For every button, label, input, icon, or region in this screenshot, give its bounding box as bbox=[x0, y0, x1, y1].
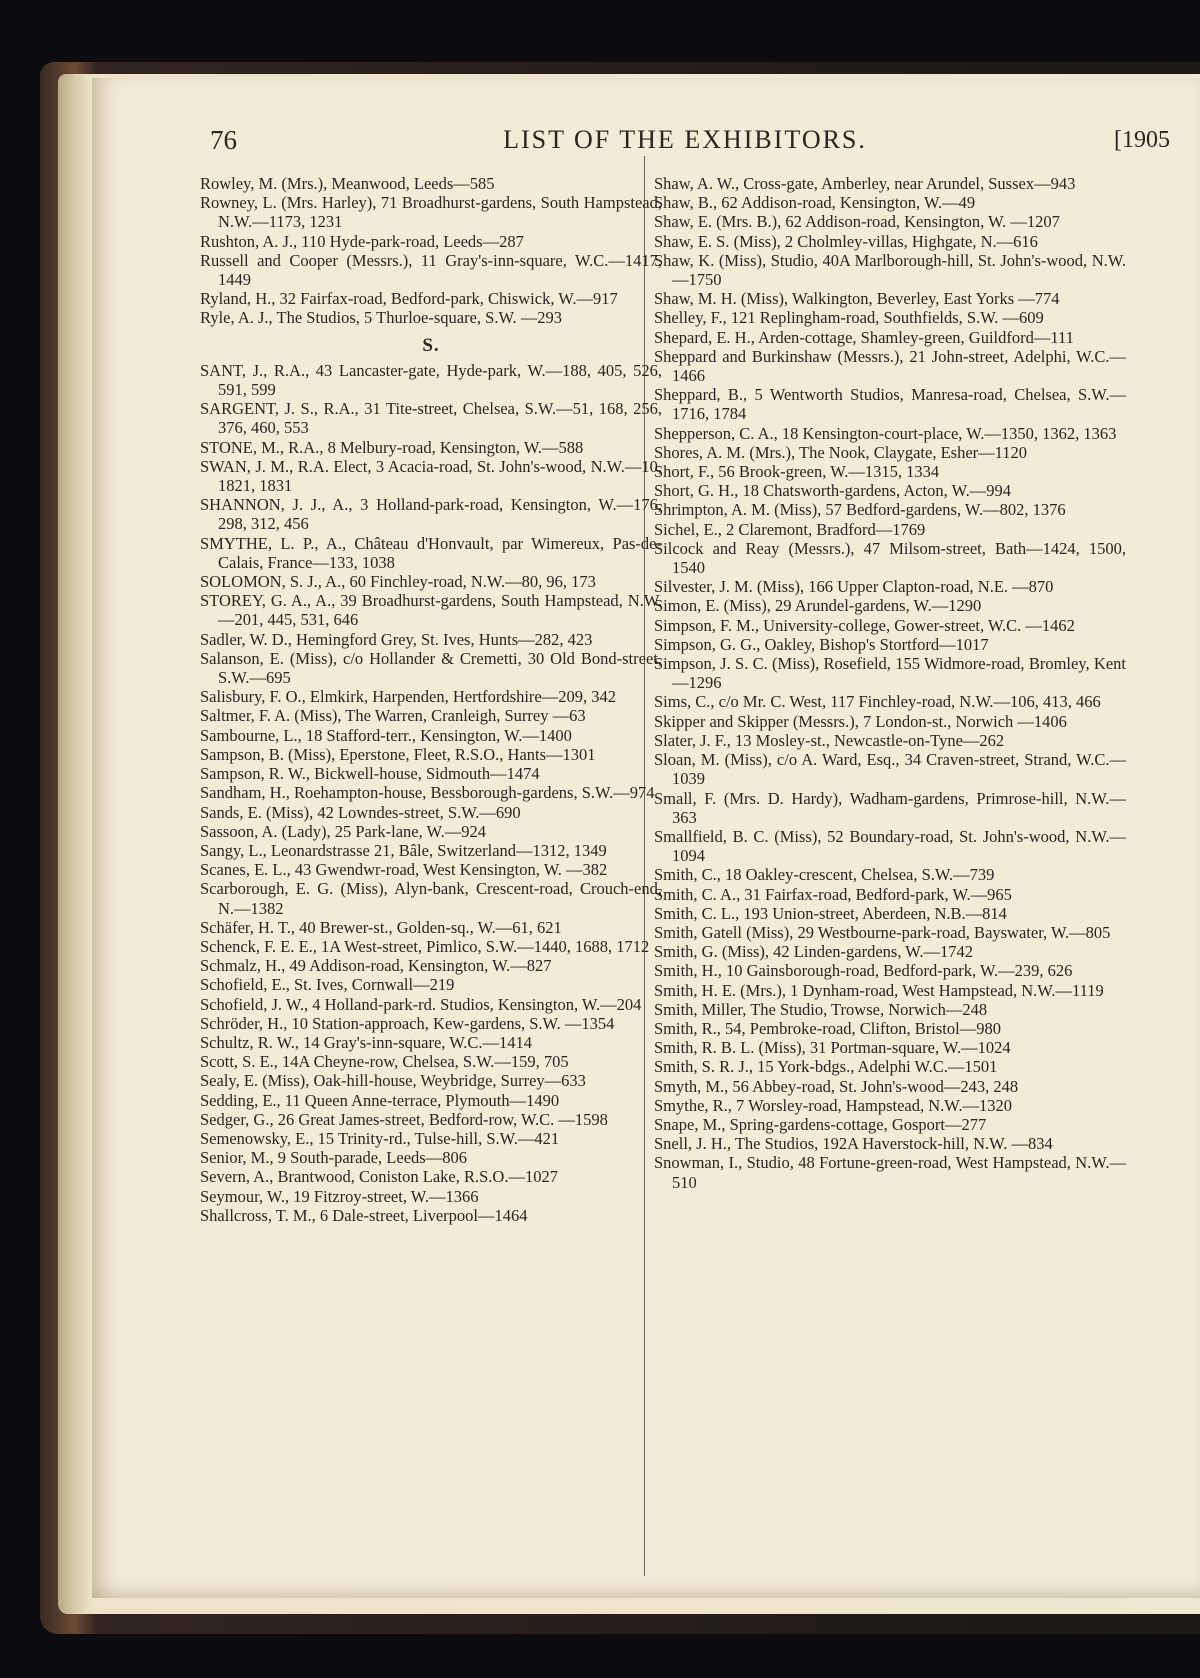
book-page bbox=[92, 78, 1200, 1598]
left-column bbox=[200, 174, 662, 1225]
exhibitor-entry: Schröder, H., 10 Station-approach, Kew-gardens, S.W. —1354 bbox=[200, 1013, 615, 1033]
exhibitor-entry: Smith, Gatell (Miss), 29 Westbourne-park-road, Bayswater, W.—805 bbox=[654, 922, 1111, 942]
exhibitor-entry: Scott, S. E., 14A Cheyne-row, Chelsea, S.W.—159, 705 bbox=[200, 1052, 569, 1072]
exhibitor-entry: Snowman, I., Studio, 48 Fortune-green-road, West Hampstead, N.W.—510 bbox=[654, 1153, 1126, 1192]
page-number: 76 bbox=[210, 124, 237, 155]
exhibitor-entry: Smythe, R., 7 Worsley-road, Hampstead, N.W.—1320 bbox=[654, 1095, 1012, 1115]
exhibitor-entry: Shores, A. M. (Mrs.), The Nook, Claygate, Esher—1120 bbox=[654, 442, 1028, 462]
exhibitor-entry: Salanson, E. (Miss), c/o Hollander & Cremetti, 30 Old Bond-street, S.W.—695 bbox=[200, 648, 662, 688]
exhibitor-entry: Smallfield, B. C. (Miss), 52 Boundary-road, St. John's-wood, N.W.—1094 bbox=[654, 826, 1126, 866]
exhibitor-entry: SOLOMON, S. J., A., 60 Finchley-road, N.W.—80, 96, 173 bbox=[200, 572, 596, 592]
exhibitor-entry: Short, F., 56 Brook-green, W.—1315, 1334 bbox=[654, 462, 940, 482]
running-title: LIST OF THE EXHIBITORS. bbox=[503, 125, 867, 154]
exhibitor-entry: Scanes, E. L., 43 Gwendwr-road, West Kensington, W. —382 bbox=[200, 860, 608, 880]
exhibitor-entry: SANT, J., R.A., 43 Lancaster-gate, Hyde-park, W.—188, 405, 526, 591, 599 bbox=[200, 360, 662, 400]
exhibitor-entry: Schofield, J. W., 4 Holland-park-rd. Studios, Kensington, W.—204 bbox=[200, 994, 642, 1014]
exhibitor-entry: Schofield, E., St. Ives, Cornwall—219 bbox=[200, 975, 455, 995]
exhibitor-entry: Sands, E. (Miss), 42 Lowndes-street, S.W.—690 bbox=[200, 802, 521, 822]
left-top-entries bbox=[200, 174, 662, 328]
exhibitor-entry: Shaw, K. (Miss), Studio, 40A Marlborough-hill, St. John's-wood, N.W.—1750 bbox=[654, 250, 1126, 290]
exhibitor-entry: Sangy, L., Leonardstrasse 21, Bâle, Switzerland—1312, 1349 bbox=[200, 840, 607, 860]
exhibitor-entry: Simpson, F. M., University-college, Gower-street, W.C. —1462 bbox=[654, 615, 1075, 635]
exhibitor-entry: Skipper and Skipper (Messrs.), 7 London-st., Norwich —1406 bbox=[654, 711, 1067, 731]
exhibitor-entry: Sambourne, L., 18 Stafford-terr., Kensington, W.—1400 bbox=[200, 725, 572, 745]
exhibitor-entry: Sloan, M. (Miss), c/o A. Ward, Esq., 34 Craven-street, Strand, W.C.—1039 bbox=[654, 750, 1126, 789]
exhibitor-entry: Russell and Cooper (Messrs.), 11 Gray's-inn-square, W.C.—1417, 1449 bbox=[200, 250, 662, 290]
exhibitor-entry: SWAN, J. M., R.A. Elect, 3 Acacia-road, St. John's-wood, N.W.—10, 1821, 1831 bbox=[200, 456, 662, 496]
exhibitor-entry: SARGENT, J. S., R.A., 31 Tite-street, Chelsea, S.W.—51, 168, 256, 376, 460, 553 bbox=[200, 399, 662, 438]
exhibitor-entry: Schultz, R. W., 14 Gray's-inn-square, W.C.—1414 bbox=[200, 1032, 533, 1052]
left-bottom-entries bbox=[200, 361, 662, 1225]
exhibitor-entry: Ryle, A. J., The Studios, 5 Thurloe-square, S.W. —293 bbox=[200, 308, 563, 328]
exhibitor-entry: Shallcross, T. M., 6 Dale-street, Liverpool—1464 bbox=[200, 1205, 528, 1225]
exhibitor-entry: Sadler, W. D., Hemingford Grey, St. Ives, Hunts—282, 423 bbox=[200, 629, 593, 649]
exhibitor-entry: Shepard, E. H., Arden-cottage, Shamley-green, Guildford—111 bbox=[654, 327, 1074, 347]
right-column bbox=[654, 174, 1126, 1192]
exhibitor-entry: Schmalz, H., 49 Addison-road, Kensington, W.—827 bbox=[200, 956, 552, 976]
exhibitor-entry: Sichel, E., 2 Claremont, Bradford—1769 bbox=[654, 519, 926, 539]
exhibitor-entry: Sampson, R. W., Bickwell-house, Sidmouth—1474 bbox=[200, 764, 540, 784]
exhibitor-entry: Snape, M., Spring-gardens-cottage, Gosport—277 bbox=[654, 1114, 987, 1134]
exhibitor-entry: Shaw, A. W., Cross-gate, Amberley, near Arundel, Sussex—943 bbox=[654, 174, 1076, 193]
exhibitor-entry: STOREY, G. A., A., 39 Broadhurst-gardens, South Hampstead, N.W.—201, 445, 531, 646 bbox=[200, 591, 662, 630]
exhibitor-entry: Shelley, F., 121 Replingham-road, Southfields, S.W. —609 bbox=[654, 308, 1044, 328]
exhibitor-entry: Senior, M., 9 South-parade, Leeds—806 bbox=[200, 1148, 467, 1168]
exhibitor-entry: Saltmer, F. A. (Miss), The Warren, Cranleigh, Surrey —63 bbox=[200, 706, 586, 726]
exhibitor-entry: Snell, J. H., The Studios, 192A Haverstock-hill, N.W. —834 bbox=[654, 1134, 1053, 1154]
exhibitor-entry: Seymour, W., 19 Fitzroy-street, W.—1366 bbox=[200, 1186, 479, 1206]
exhibitor-entry: Short, G. H., 18 Chatsworth-gardens, Acton, W.—994 bbox=[654, 481, 1012, 501]
exhibitor-entry: Shrimpton, A. M. (Miss), 57 Bedford-gardens, W.—802, 1376 bbox=[654, 500, 1066, 520]
exhibitor-entry: Smith, C. L., 193 Union-street, Aberdeen, N.B.—814 bbox=[654, 903, 1007, 923]
exhibitor-entry: Sandham, H., Roehampton-house, Bessborough-gardens, S.W.—974 bbox=[200, 783, 655, 803]
exhibitor-entry: Sims, C., c/o Mr. C. West, 117 Finchley-road, N.W.—106, 413, 466 bbox=[654, 692, 1101, 712]
exhibitor-entry: Shaw, E. (Mrs. B.), 62 Addison-road, Kensington, W. —1207 bbox=[654, 212, 1060, 232]
exhibitor-entry: Sampson, B. (Miss), Eperstone, Fleet, R.S.O., Hants—1301 bbox=[200, 744, 596, 764]
exhibitor-entry: STONE, M., R.A., 8 Melbury-road, Kensington, W.—588 bbox=[200, 437, 584, 457]
exhibitor-entry: Shaw, M. H. (Miss), Walkington, Beverley, East Yorks —774 bbox=[654, 289, 1060, 309]
year-label: [1905 bbox=[1114, 126, 1170, 153]
right-entries bbox=[654, 174, 1126, 1192]
exhibitor-entry: Small, F. (Mrs. D. Hardy), Wadham-gardens, Primrose-hill, N.W.—363 bbox=[654, 788, 1126, 827]
exhibitor-entry: SHANNON, J. J., A., 3 Holland-park-road, Kensington, W.—176, 298, 312, 456 bbox=[200, 495, 662, 534]
exhibitor-entry: Smith, H. E. (Mrs.), 1 Dynham-road, West Hampstead, N.W.—1119 bbox=[654, 980, 1104, 1000]
exhibitor-entry: SMYTHE, L. P., A., Château d'Honvault, par Wimereux, Pas-de-Calais, France—133, 1038 bbox=[200, 533, 662, 572]
exhibitor-entry: Smith, H., 10 Gainsborough-road, Bedford-park, W.—239, 626 bbox=[654, 961, 1073, 981]
exhibitor-entry: Schenck, F. E. E., 1A West-street, Pimlico, S.W.—1440, 1688, 1712 bbox=[200, 936, 650, 956]
exhibitor-entry: Smith, R., 54, Pembroke-road, Clifton, Bristol—980 bbox=[654, 1018, 1001, 1038]
exhibitor-entry: Smith, C., 18 Oakley-crescent, Chelsea, S.W.—739 bbox=[654, 865, 995, 885]
exhibitor-entry: Smith, Miller, The Studio, Trowse, Norwich—248 bbox=[654, 999, 988, 1019]
section-letter: S. bbox=[422, 334, 440, 356]
exhibitor-entry: Simpson, G. G., Oakley, Bishop's Stortford—1017 bbox=[654, 634, 989, 654]
exhibitor-entry: Sedding, E., 11 Queen Anne-terrace, Plymouth—1490 bbox=[200, 1090, 560, 1110]
exhibitor-entry: Silcock and Reay (Messrs.), 47 Milsom-street, Bath—1424, 1500, 1540 bbox=[654, 538, 1126, 578]
exhibitor-entry: Smith, S. R. J., 15 York-bdgs., Adelphi W.C.—1501 bbox=[654, 1057, 998, 1077]
exhibitor-entry: Smith, G. (Miss), 42 Linden-gardens, W.—1742 bbox=[654, 942, 973, 962]
exhibitor-entry: Shepperson, C. A., 18 Kensington-court-place, W.—1350, 1362, 1363 bbox=[654, 423, 1117, 443]
exhibitor-entry: Salisbury, F. O., Elmkirk, Harpenden, Hertfordshire—209, 342 bbox=[200, 687, 616, 707]
exhibitor-entry: Simon, E. (Miss), 29 Arundel-gardens, W.—1290 bbox=[654, 596, 982, 616]
exhibitor-entry: Shaw, B., 62 Addison-road, Kensington, W.—49 bbox=[654, 193, 976, 213]
exhibitor-entry: Sealy, E. (Miss), Oak-hill-house, Weybridge, Surrey—633 bbox=[200, 1071, 586, 1091]
exhibitor-entry: Sassoon, A. (Lady), 25 Park-lane, W.—924 bbox=[200, 821, 486, 841]
exhibitor-entry: Smith, C. A., 31 Fairfax-road, Bedford-park, W.—965 bbox=[654, 884, 1012, 904]
exhibitor-entry: Scarborough, E. G. (Miss), Alyn-bank, Crescent-road, Crouch-end, N.—1382 bbox=[200, 879, 662, 918]
exhibitor-entry: Rushton, A. J., 110 Hyde-park-road, Leeds—287 bbox=[200, 231, 524, 251]
exhibitor-entry: Simpson, J. S. C. (Miss), Rosefield, 155 Widmore-road, Bromley, Kent—1296 bbox=[654, 654, 1126, 693]
exhibitor-entry: Smith, R. B. L. (Miss), 31 Portman-square, W.—1024 bbox=[654, 1038, 1011, 1058]
exhibitor-entry: Slater, J. F., 13 Mosley-st., Newcastle-on-Tyne—262 bbox=[654, 730, 1005, 750]
exhibitor-entry: Severn, A., Brantwood, Coniston Lake, R.S.O.—1027 bbox=[200, 1167, 558, 1187]
exhibitor-entry: Rowney, L. (Mrs. Harley), 71 Broadhurst-gardens, South Hampstead, N.W.—1173, 1231 bbox=[200, 193, 662, 232]
exhibitor-entry: Semenowsky, E., 15 Trinity-rd., Tulse-hill, S.W.—421 bbox=[200, 1128, 560, 1148]
page-header bbox=[210, 118, 1170, 162]
exhibitor-entry: Silvester, J. M. (Miss), 166 Upper Clapton-road, N.E. —870 bbox=[654, 577, 1054, 597]
exhibitor-entry: Schäfer, H. T., 40 Brewer-st., Golden-sq., W.—61, 621 bbox=[200, 917, 562, 937]
exhibitor-entry: Sheppard, B., 5 Wentworth Studios, Manresa-road, Chelsea, S.W.—1716, 1784 bbox=[654, 385, 1126, 424]
exhibitor-entry: Sheppard and Burkinshaw (Messrs.), 21 John-street, Adelphi, W.C.—1466 bbox=[654, 346, 1126, 386]
exhibitor-entry: Smyth, M., 56 Abbey-road, St. John's-wood—243, 248 bbox=[654, 1076, 1019, 1096]
exhibitor-entry: Shaw, E. S. (Miss), 2 Cholmley-villas, Highgate, N.—616 bbox=[654, 231, 1038, 251]
exhibitor-entry: Rowley, M. (Mrs.), Meanwood, Leeds—585 bbox=[200, 174, 495, 193]
exhibitor-entry: Sedger, G., 26 Great James-street, Bedford-row, W.C. —1598 bbox=[200, 1109, 608, 1129]
exhibitor-entry: Ryland, H., 32 Fairfax-road, Bedford-park, Chiswick, W.—917 bbox=[200, 289, 618, 309]
